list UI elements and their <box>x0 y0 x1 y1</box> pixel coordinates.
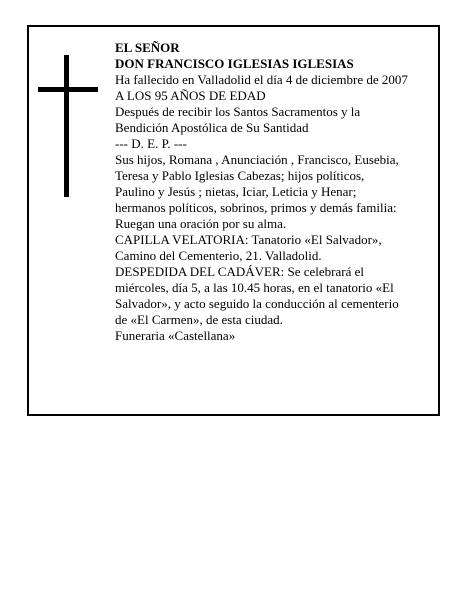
notice-line-farewell-2: miércoles, día 5, a las 10.45 horas, en el tanatorio «El <box>115 280 394 295</box>
notice-line-blessing: Bendición Apostólica de Su Santidad <box>115 120 309 135</box>
deceased-name: DON FRANCISCO IGLESIAS IGLESIAS <box>115 56 354 71</box>
notice-line-chapel: CAPILLA VELATORIA: Tanatorio «El Salvador», <box>115 232 382 247</box>
notice-line-farewell-1: DESPEDIDA DEL CADÁVER: Se celebrará el <box>115 264 364 279</box>
notice-title: EL SEÑOR <box>115 40 180 55</box>
notice-line-family-1: Sus hijos, Romana , Anunciación , Francisco, Eusebia, <box>115 152 399 167</box>
notice-line-family-4: hermanos políticos, sobrinos, primos y demás familia: <box>115 200 397 215</box>
cross-vertical-bar <box>64 55 69 197</box>
notice-line-prayer: Ruegan una oración por su alma. <box>115 216 287 231</box>
notice-line-family-2: Teresa y Pablo Iglesias Cabezas; hijos políticos, <box>115 168 365 183</box>
notice-line-family-3: Paulino y Jesús ; nietas, Iciar, Leticia y Henar; <box>115 184 357 199</box>
notice-line-death-date: Ha fallecido en Valladolid el día 4 de diciembre de 2007 <box>115 72 408 87</box>
notice-line-age: A LOS 95 AÑOS DE EDAD <box>115 88 266 103</box>
notice-line-farewell-3: Salvador», y acto seguido la conducción al cementerio <box>115 296 399 311</box>
cross-horizontal-bar <box>38 87 98 92</box>
obituary-text <box>115 40 435 344</box>
notice-line-sacraments: Después de recibir los Santos Sacramentos y la <box>115 104 361 119</box>
notice-line-chapel-address: Camino del Cementerio, 21. Valladolid. <box>115 248 322 263</box>
latin-cross-icon <box>38 55 98 197</box>
notice-line-farewell-4: de «El Carmen», de esta ciudad. <box>115 312 283 327</box>
notice-line-dep: --- D. E. P. --- <box>115 136 187 151</box>
notice-line-funeral-home: Funeraria «Castellana» <box>115 328 236 343</box>
